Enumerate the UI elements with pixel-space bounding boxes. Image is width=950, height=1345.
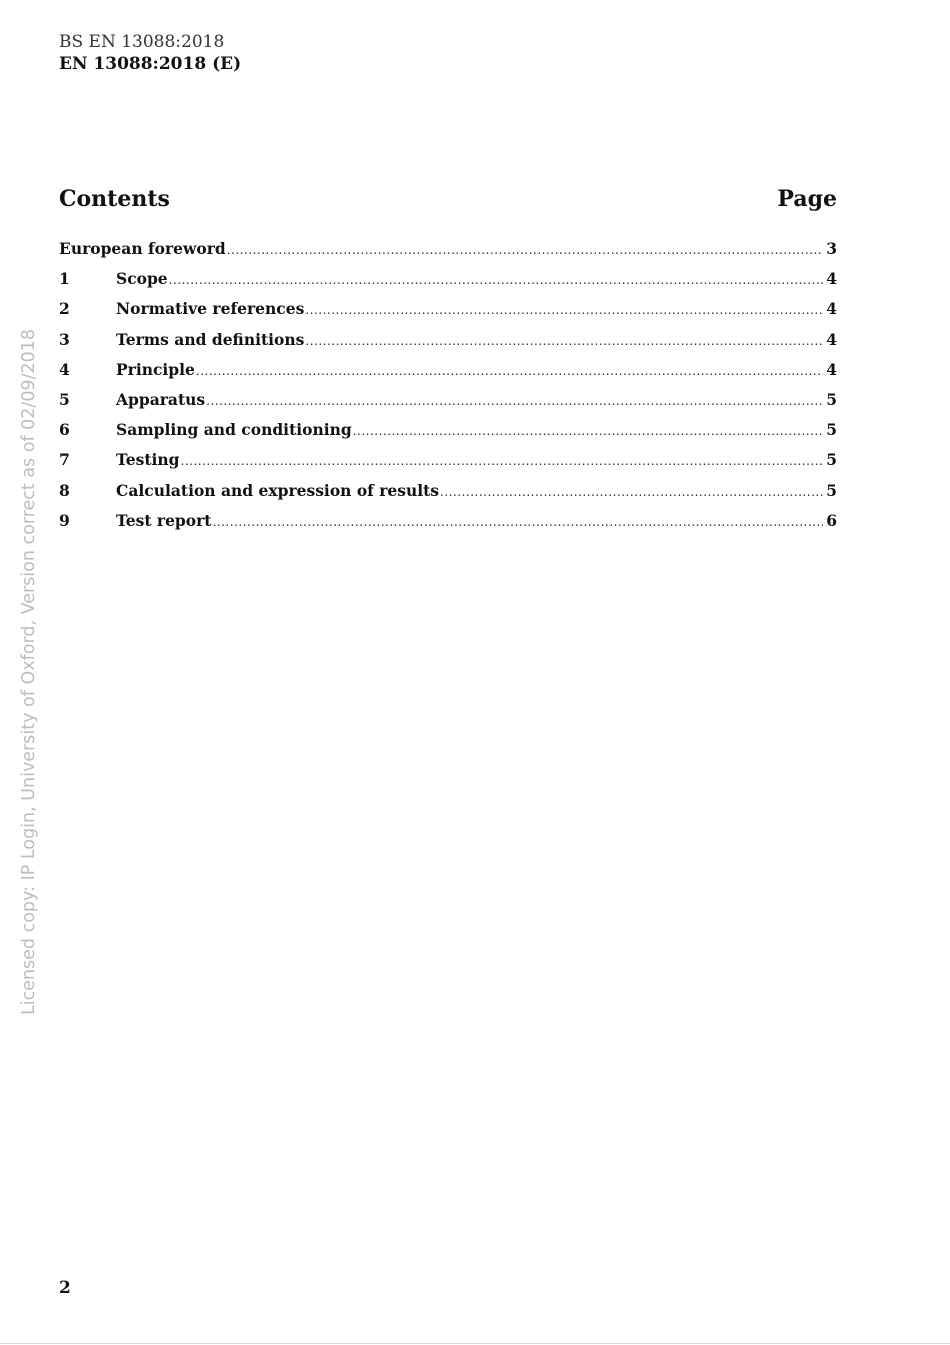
toc-entry-page: 5 bbox=[826, 389, 837, 409]
toc-dot-leader bbox=[181, 454, 824, 468]
toc-entry-label[interactable]: Terms and definitions bbox=[116, 329, 305, 349]
standard-designation-en: EN 13088:2018 (E) bbox=[59, 54, 242, 74]
toc-entry-label[interactable]: Testing bbox=[116, 450, 180, 470]
contents-title: Contents bbox=[59, 186, 170, 212]
toc-entry-number: 5 bbox=[59, 389, 70, 409]
toc-entry-label[interactable]: European foreword bbox=[59, 239, 226, 258]
toc-entry-normative-references[interactable] bbox=[59, 299, 837, 329]
toc-entry-principle[interactable] bbox=[59, 360, 837, 390]
contents-heading-row bbox=[59, 186, 837, 212]
page-edge-divider bbox=[0, 1343, 950, 1344]
table-of-contents bbox=[59, 239, 837, 541]
license-watermark: Licensed copy: IP Login, University of Oxford, Version correct as of 02/09/2018 bbox=[19, 328, 39, 1016]
standard-designation-bs: BS EN 13088:2018 bbox=[59, 32, 225, 52]
toc-entry-label[interactable]: Test report bbox=[116, 510, 212, 530]
toc-entry-apparatus[interactable] bbox=[59, 390, 837, 420]
toc-dot-leader bbox=[305, 303, 823, 317]
toc-entry-number: 8 bbox=[59, 480, 70, 500]
toc-entry-test-report[interactable] bbox=[59, 511, 837, 541]
toc-dot-leader bbox=[169, 273, 824, 287]
toc-entry-testing[interactable] bbox=[59, 450, 837, 480]
toc-entry-page: 6 bbox=[826, 510, 837, 530]
toc-entry-label[interactable]: Apparatus bbox=[116, 389, 206, 409]
toc-dot-leader bbox=[440, 485, 823, 499]
toc-dot-leader bbox=[227, 243, 823, 257]
toc-dot-leader bbox=[353, 424, 823, 438]
toc-entry-page: 4 bbox=[826, 329, 837, 349]
toc-entry-number: 3 bbox=[59, 329, 70, 349]
toc-entry-number: 7 bbox=[59, 450, 70, 470]
page-column-heading: Page bbox=[777, 186, 837, 212]
toc-entry-calculation-and-expression-of-results[interactable] bbox=[59, 481, 837, 511]
document-header bbox=[59, 31, 241, 75]
toc-entry-label[interactable]: Sampling and conditioning bbox=[116, 420, 352, 440]
toc-entry-page: 4 bbox=[826, 269, 837, 289]
toc-entry-page: 4 bbox=[826, 359, 837, 379]
toc-entry-number: 1 bbox=[59, 269, 70, 289]
toc-entry-label[interactable]: Normative references bbox=[116, 299, 305, 319]
toc-entry-foreword[interactable] bbox=[59, 239, 837, 269]
toc-entry-label[interactable]: Principle bbox=[116, 359, 195, 379]
toc-entry-scope[interactable] bbox=[59, 269, 837, 299]
toc-entry-label[interactable]: Calculation and expression of results bbox=[116, 480, 440, 500]
toc-entry-number: 9 bbox=[59, 510, 70, 530]
toc-dot-leader bbox=[305, 334, 823, 348]
toc-entry-page: 3 bbox=[826, 239, 837, 258]
toc-entry-page: 5 bbox=[826, 420, 837, 440]
toc-entry-page: 5 bbox=[826, 450, 837, 470]
toc-dot-leader bbox=[206, 394, 823, 408]
toc-entry-sampling-and-conditioning[interactable] bbox=[59, 420, 837, 450]
toc-dot-leader bbox=[212, 515, 823, 529]
toc-entry-page: 4 bbox=[826, 299, 837, 319]
toc-dot-leader bbox=[196, 364, 823, 378]
toc-entry-number: 4 bbox=[59, 359, 70, 379]
toc-entry-page: 5 bbox=[826, 480, 837, 500]
toc-entry-terms-and-definitions[interactable] bbox=[59, 330, 837, 360]
page-number: 2 bbox=[59, 1278, 71, 1298]
toc-entry-label[interactable]: Scope bbox=[116, 269, 168, 289]
toc-entry-number: 2 bbox=[59, 299, 70, 319]
toc-entry-number: 6 bbox=[59, 420, 70, 440]
